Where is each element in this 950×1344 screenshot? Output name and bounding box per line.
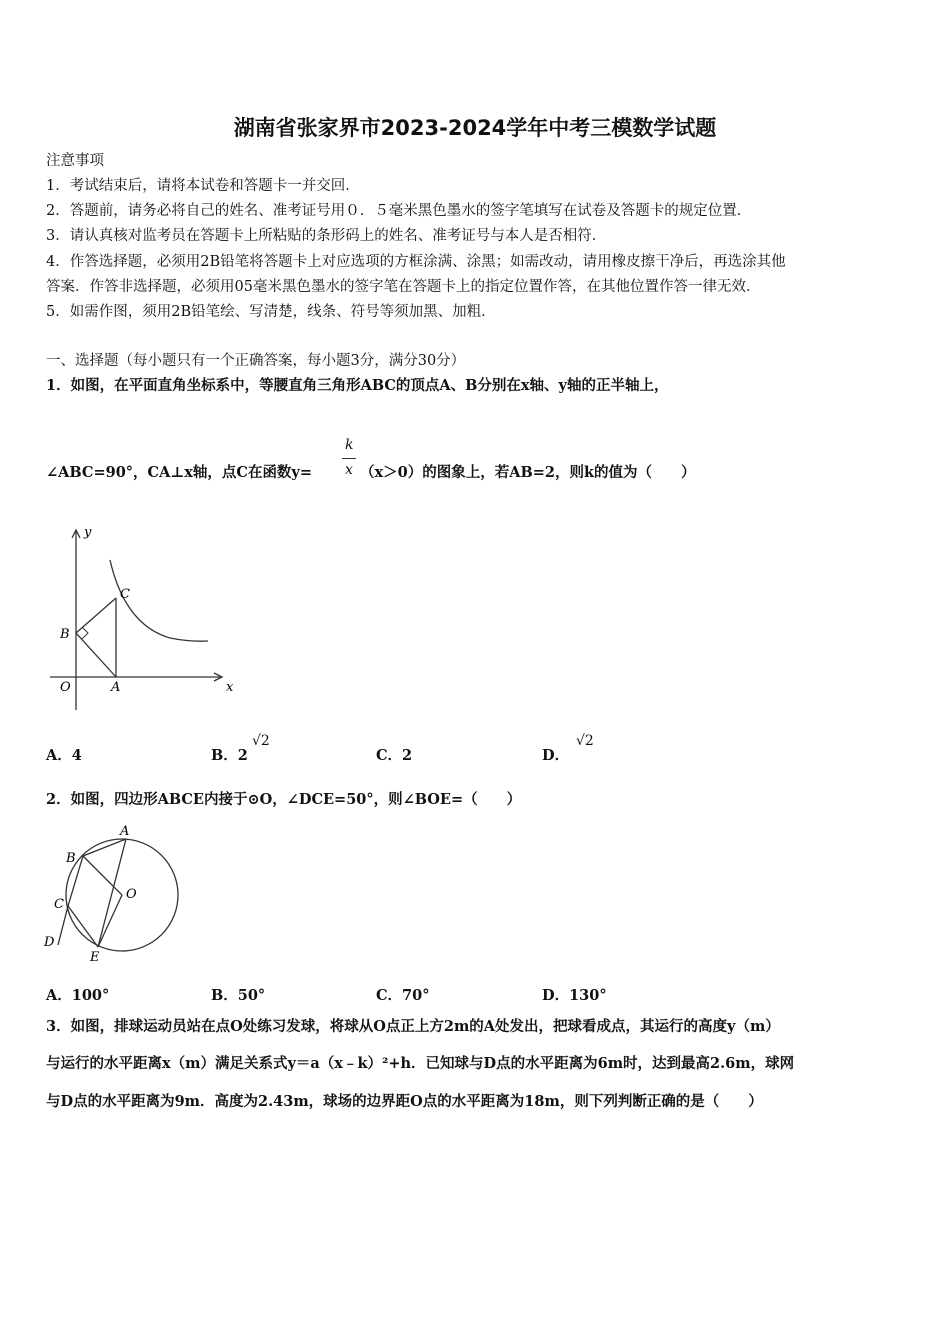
q1-frac-numerator: k [345,437,354,453]
notice-heading: 注意事项 [46,153,104,169]
notice-item-1: 1．考试结束后，请将本试卷和答题卡一并交回． [46,178,360,194]
q2-segment-ae [98,839,126,947]
q1-segment-bc [76,598,116,633]
q2-label-b: B [66,851,76,866]
q1-option-d-sqrt: √2 [576,733,594,749]
q3-text-line3: 与D点的水平距离为9m．高度为2.43m，球场的边界距O点的水平距离为18m，则下列判断正确的是（ ） [46,1093,763,1110]
q3-text-line2: 与运行的水平距离x（m）满足关系式y＝a（x﹣k）²+h．已知球与D点的水平距离为6m时，达到最高2.6m，球网 [46,1055,795,1072]
notice-item-4-cont: 答案．作答非选择题，必须用05毫米黑色墨水的签字笔在答题卡上的指定位置作答，在其他位置作答一律无效． [46,279,761,295]
notice-item-2: 2．答题前，请务必将自己的姓名、准考证号用０．５毫米黑色墨水的签字笔填写在试卷及答题卡的规定位置． [46,203,752,219]
q2-option-a: A．100° [46,987,110,1004]
q1-label-c: C [120,587,130,602]
q1-label-y: y [84,525,92,540]
q2-option-d: D．130° [542,987,607,1004]
q2-label-e: E [90,950,100,965]
notice-item-4: 4．作答选择题，必须用2B铅笔将答题卡上对应选项的方框涂满、涂黑；如需改动，请用橡皮擦干净后，再选涂其他 [46,254,786,270]
q2-label-c: C [54,897,64,912]
q2-segment-ce [68,906,98,947]
section-heading: 一、选择题（每小题只有一个正确答案，每小题3分，满分30分） [46,353,466,369]
q2-option-b: B．50° [211,987,266,1004]
q1-text-line1: 1．如图，在平面直角坐标系中，等腰直角三角形ABC的顶点A、B分别在x轴、y轴的正半轴上， [46,377,669,394]
q1-option-b-sqrt: √2 [252,733,270,749]
q2-label-a: A [120,824,130,839]
q2-option-c: C．70° [376,987,430,1004]
q2-text-line1: 2．如图，四边形ABCE内接于⊙O，∠DCE=50°，则∠BOE=（ ） [46,791,522,808]
q1-segment-ba [76,633,116,677]
q2-label-o: O [126,887,137,902]
q2-figure [40,820,190,970]
q1-label-b: B [60,627,70,642]
page-title: 湖南省张家界市2023-2024学年中考三模数学试题 [233,116,717,140]
q1-option-a: A．4 [46,747,82,764]
q1-label-x: x [226,680,234,695]
q1-text-line2b: （x＞0）的图象上，若AB=2，则k的值为（ ） [360,464,696,481]
q3-text-line1: 3．如图，排球运动员站在点O处练习发球，将球从O点正上方2m的A处发出，把球看成点，其运行的高度y（m） [46,1018,780,1035]
q1-frac-denominator: x [345,462,353,478]
q1-option-b: B．2 [211,747,248,764]
q1-option-c: C．2 [376,747,413,764]
q1-option-d: D． [542,747,570,764]
q1-label-o: O [60,680,71,695]
q1-frac-bar [342,458,356,459]
q1-text-line2a: ∠ABC=90°，CA⊥x轴，点C在函数y= [46,464,313,481]
q2-label-d: D [44,935,55,950]
q1-figure [40,520,250,715]
notice-item-5: 5．如需作图，须用2B铅笔绘、写清楚，线条、符号等须加黑、加粗． [46,304,496,320]
notice-item-3: 3．请认真核对监考员在答题卡上所粘贴的条形码上的姓名、准考证号与本人是否相符． [46,228,607,244]
q1-label-a: A [111,680,121,695]
q1-right-angle [82,627,88,639]
